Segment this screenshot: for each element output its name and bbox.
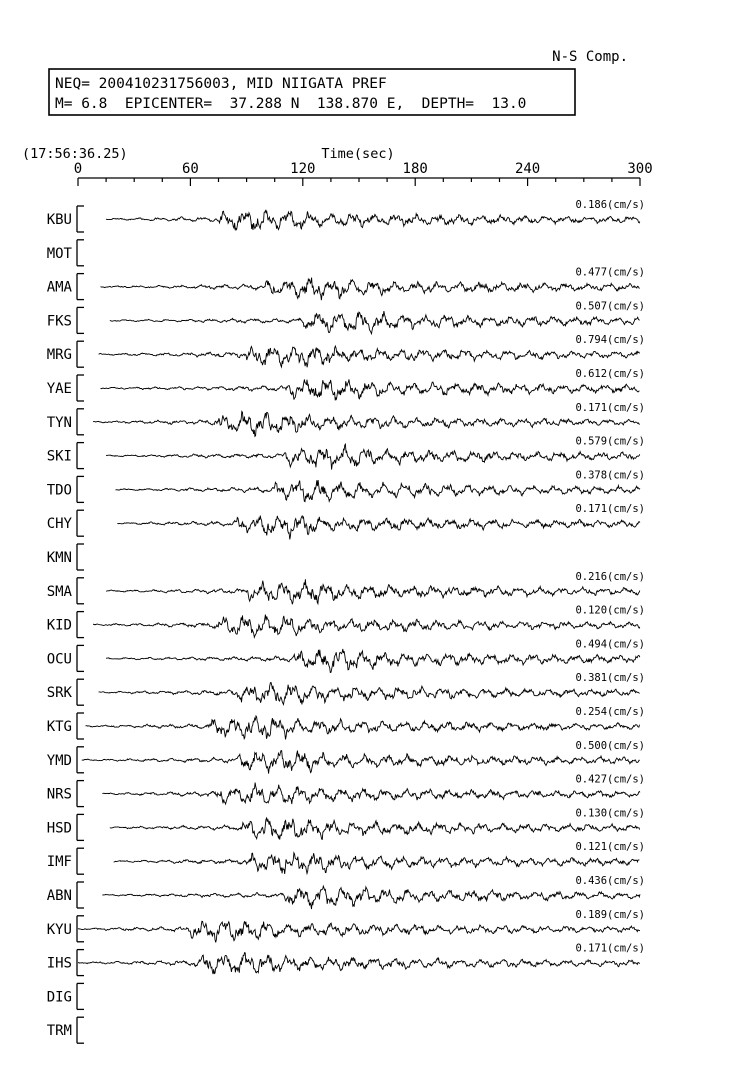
station-label: YAE — [46, 381, 72, 397]
waveform-trace — [101, 278, 640, 301]
x-tick-label: 300 — [627, 161, 653, 177]
start-time-label: (17:56:36.25) — [22, 146, 128, 162]
waveform-trace — [99, 346, 640, 367]
component-label: N-S Comp. — [552, 49, 628, 65]
station-row — [47, 841, 645, 874]
amplitude-label: 0.171(cm/s) — [575, 401, 645, 414]
station-row — [47, 503, 645, 539]
amplitude-label: 0.794(cm/s) — [575, 334, 645, 347]
waveform-trace — [106, 579, 640, 604]
station-label: KID — [46, 617, 72, 634]
waveform-trace — [110, 818, 640, 839]
event-info-line2: M= 6.8 EPICENTER= 37.288 N 138.870 E, DEPTH= 13.0 — [55, 96, 527, 112]
station-label: MOT — [46, 245, 72, 262]
amplitude-label: 0.477(cm/s) — [575, 266, 645, 279]
station-row — [47, 402, 645, 437]
waveform-trace — [110, 311, 640, 334]
station-label: CHY — [46, 516, 72, 533]
amplitude-label: 0.120(cm/s) — [575, 604, 645, 617]
station-label: KBU — [46, 212, 72, 228]
station-label: YMD — [46, 752, 72, 769]
station-row — [47, 909, 645, 943]
station-row — [47, 605, 645, 638]
event-info-line1: NEQ= 200410231756003, MID NIIGATA PREF — [55, 76, 387, 92]
waveform-trace — [93, 411, 640, 436]
amplitude-label: 0.381(cm/s) — [575, 672, 645, 685]
waveform-trace — [93, 615, 640, 638]
waveform-trace — [86, 716, 640, 739]
waveform-trace — [117, 516, 640, 540]
amplitude-label: 0.121(cm/s) — [575, 841, 645, 854]
station-row — [47, 368, 645, 401]
waveform-trace — [116, 480, 641, 502]
station-row — [47, 807, 645, 840]
station-label: AMA — [46, 279, 72, 296]
amplitude-label: 0.427(cm/s) — [575, 773, 645, 786]
station-label: TYN — [46, 414, 72, 431]
station-label: TDO — [46, 482, 72, 499]
waveform-trace — [102, 886, 640, 909]
station-row — [47, 469, 645, 502]
trace-panel — [47, 199, 645, 1043]
station-row — [47, 300, 645, 333]
amplitude-label: 0.171(cm/s) — [575, 942, 645, 955]
time-axis — [74, 161, 653, 186]
amplitude-label: 0.216(cm/s) — [575, 570, 645, 583]
station-row — [47, 706, 645, 739]
waveform-trace — [99, 683, 640, 705]
station-label: KMN — [46, 550, 72, 566]
amplitude-label: 0.500(cm/s) — [575, 739, 645, 752]
station-row — [47, 672, 645, 705]
station-row — [47, 544, 84, 570]
amplitude-label: 0.612(cm/s) — [575, 368, 645, 380]
amplitude-label: 0.507(cm/s) — [575, 300, 645, 313]
x-tick-label: 0 — [73, 161, 83, 177]
station-label: HSD — [46, 820, 72, 837]
station-row — [47, 638, 645, 672]
station-row — [47, 571, 645, 605]
station-row — [47, 740, 645, 774]
amplitude-label: 0.378(cm/s) — [575, 469, 645, 482]
x-tick-label: 240 — [514, 161, 541, 177]
amplitude-label: 0.254(cm/s) — [575, 706, 645, 718]
station-label: NRS — [46, 786, 72, 803]
station-label: SRK — [46, 685, 72, 702]
station-row — [47, 240, 84, 266]
station-row — [47, 774, 645, 807]
amplitude-label: 0.186(cm/s) — [575, 199, 645, 211]
station-label: FKS — [46, 313, 72, 330]
x-axis-title: Time(sec) — [321, 146, 395, 162]
station-row — [47, 334, 645, 367]
x-tick-label: 180 — [402, 161, 428, 177]
station-row — [47, 436, 645, 470]
waveform-trace — [102, 783, 640, 805]
station-label: IHS — [46, 955, 72, 972]
station-label: KTG — [46, 719, 72, 735]
amplitude-label: 0.579(cm/s) — [575, 435, 645, 448]
station-row — [47, 1017, 84, 1043]
station-row — [47, 875, 645, 909]
amplitude-label: 0.494(cm/s) — [575, 638, 645, 651]
waveform-trace — [101, 379, 640, 400]
station-row — [47, 943, 645, 976]
amplitude-label: 0.130(cm/s) — [575, 807, 645, 820]
waveform-trace — [82, 751, 640, 774]
station-label: OCU — [46, 651, 72, 668]
station-label: SMA — [46, 583, 72, 600]
station-label: IMF — [46, 854, 72, 871]
station-label: TRM — [46, 1023, 72, 1040]
amplitude-label: 0.189(cm/s) — [575, 908, 645, 921]
station-label: SKI — [46, 448, 72, 465]
station-row — [47, 983, 84, 1009]
station-row — [47, 267, 645, 301]
waveform-trace — [114, 853, 640, 874]
waveform-trace — [106, 649, 640, 673]
x-tick-label: 120 — [290, 161, 316, 177]
waveform-trace — [106, 444, 640, 469]
station-label: DIG — [46, 989, 72, 1006]
x-tick-label: 60 — [181, 161, 199, 177]
station-label: MRG — [46, 347, 72, 364]
waveform-trace — [106, 211, 640, 230]
amplitude-label: 0.171(cm/s) — [575, 503, 645, 516]
waveform-trace — [78, 921, 640, 942]
station-label: ABN — [46, 888, 72, 904]
waveform-trace — [78, 953, 640, 974]
amplitude-label: 0.436(cm/s) — [575, 875, 645, 887]
station-label: KYU — [46, 921, 72, 938]
station-row — [47, 199, 645, 232]
